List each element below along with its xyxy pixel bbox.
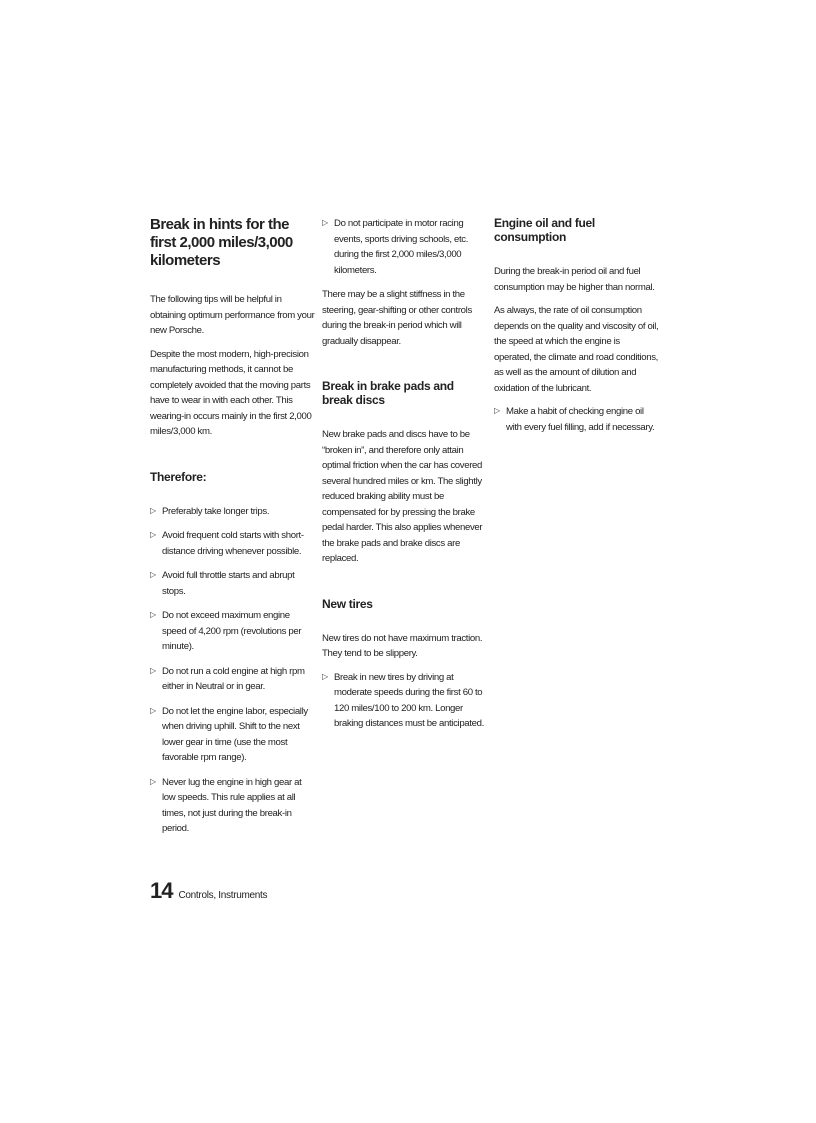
list-item: ▷ Make a habit of checking engine oil with every fuel filling, add if necessary. — [494, 406, 655, 433]
bullet-triangle-icon: ▷ — [150, 570, 156, 579]
tires-list — [322, 670, 487, 732]
brakes-paragraph: New brake pads and discs have to be “broken in”, and therefore only attain optimal friction when the car has covered several hundred miles or km. The slightly reduced braking ability must be compensated for by pressing the brake pedal harder. This also applies whenever the brake pads and brake discs are replaced. — [322, 429, 483, 564]
page-title: Break in hints for the first 2,000 miles/3,000 kilometers — [150, 216, 293, 269]
bullet-triangle-icon: ▷ — [494, 406, 500, 415]
bullet-triangle-icon: ▷ — [150, 530, 156, 539]
break-in-tips-list — [150, 504, 315, 837]
tires-paragraph: New tires do not have maximum traction. They tend to be slippery. — [322, 632, 483, 659]
consumption-paragraph: During the break-in period oil and fuel consumption may be higher than normal. — [494, 266, 655, 293]
column-left — [150, 216, 315, 846]
tires-heading: New tires — [322, 596, 373, 611]
bullet-triangle-icon: ▷ — [150, 776, 156, 786]
list-item: ▷ Preferably take longer trips. — [150, 505, 270, 517]
page-footer — [150, 878, 267, 904]
list-item: ▷ Do not run a cold engine at high rpm either in Neutral or in gear. — [150, 665, 305, 692]
column-right — [494, 216, 659, 444]
oil-check-list — [494, 404, 659, 435]
list-item: ▷ Avoid full throttle starts and abrupt stops. — [150, 570, 295, 597]
bullet-triangle-icon: ▷ — [150, 610, 156, 619]
bullet-triangle-icon: ▷ — [150, 705, 156, 715]
racing-list — [322, 216, 487, 278]
page-number: 14 — [150, 878, 173, 903]
engine-oil-heading: Engine oil and fuel consumption — [494, 216, 595, 244]
stiffness-paragraph: There may be a slight stiffness in the steering, gear-shifting or other controls during the break-in period which will gradually disappear. — [322, 289, 472, 347]
section-name: Controls, Instruments — [178, 890, 268, 901]
bullet-triangle-icon: ▷ — [322, 671, 328, 681]
list-item: ▷ Do not participate in motor racing events, sports driving schools, etc. during the first 2,000 miles/3,000 kilometers. — [322, 218, 469, 276]
list-item: ▷ Avoid frequent cold starts with short-distance driving whenever possible. — [150, 530, 304, 557]
bullet-triangle-icon: ▷ — [150, 505, 156, 515]
list-item: ▷ Break in new tires by driving at moderate speeds during the first 60 to 120 miles/100 to 200 km. Longer braking distances must be anticipated. — [322, 671, 484, 729]
oil-rate-paragraph: As always, the rate of oil consumption depends on the quality and viscosity of oil, the speed at which the engine is operated, the climate and road conditions, as well as the amount of dilution and oxidation of the lubricant. — [494, 305, 659, 394]
intro-paragraph: The following tips will be helpful in obtaining optimum performance from your new Porsche. — [150, 294, 315, 336]
wear-in-paragraph: Despite the most modern, high-precision manufacturing methods, it cannot be completely avoided that the moving parts have to wear in with each other. This wearing-in occurs mainly in the first 2,000 miles/3,000 km. — [150, 348, 312, 437]
list-item: ▷ Do not exceed maximum engine speed of 4,200 rpm (revolutions per minute). — [150, 610, 302, 652]
bullet-triangle-icon: ▷ — [150, 665, 156, 675]
brakes-heading: Break in brake pads and break discs — [322, 379, 454, 407]
list-item: ▷ Never lug the engine in high gear at low speeds. This rule applies at all times, not just during the break-in period. — [150, 776, 302, 834]
bullet-triangle-icon: ▷ — [322, 218, 328, 227]
therefore-heading: Therefore: — [150, 469, 207, 484]
column-middle — [322, 216, 487, 741]
list-item: ▷ Do not let the engine labor, especially when driving uphill. Shift to the next lower gear in time (use the most favorable rpm range). — [150, 705, 308, 763]
